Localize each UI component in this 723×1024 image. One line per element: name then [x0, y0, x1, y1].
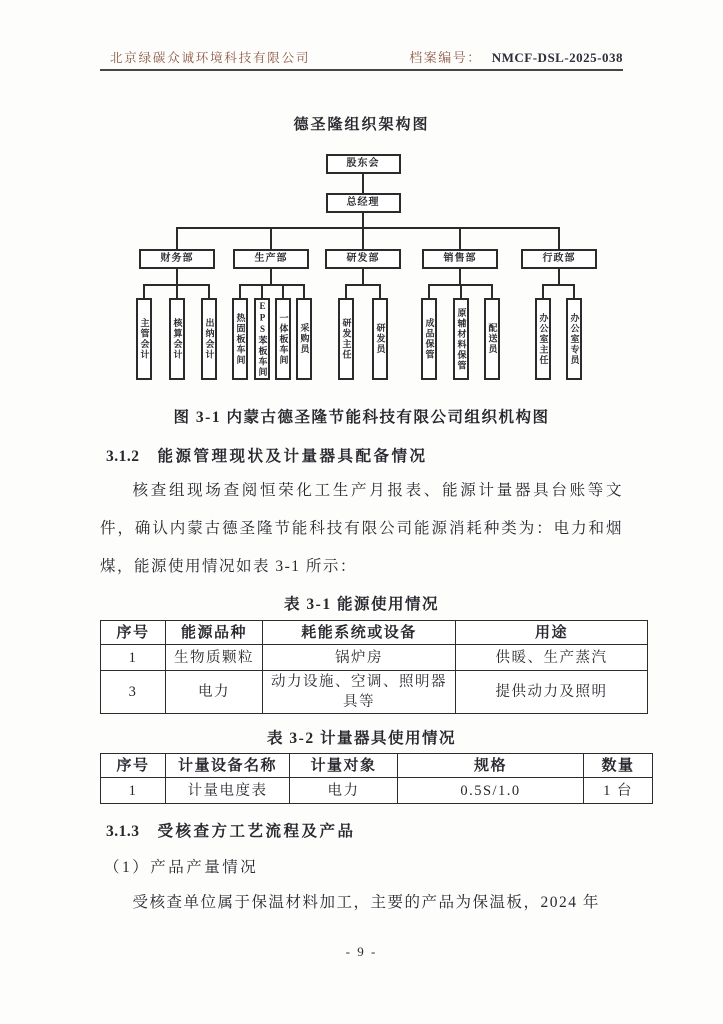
- org-node-dept: 行政部: [521, 249, 597, 269]
- table-header-cell: 耗能系统或设备: [263, 621, 456, 645]
- org-connector: [491, 284, 493, 298]
- table-cell: 0.5S/1.0: [398, 778, 584, 804]
- table-cell: 3: [101, 671, 166, 714]
- table-header-cell: 规格: [398, 754, 584, 778]
- org-connector: [558, 227, 560, 249]
- table-3-2: [100, 753, 653, 804]
- org-chart-title: 德圣隆组织架构图: [293, 117, 430, 133]
- org-connector: [379, 284, 381, 298]
- org-chart: [100, 146, 623, 391]
- table-header-cell: 用途: [456, 621, 648, 645]
- table-3-1-title: 表 3-1 能源使用情况: [284, 596, 439, 613]
- org-node-leaf: 研发员: [372, 298, 388, 380]
- table-cell: 提供动力及照明: [456, 671, 648, 714]
- figure-caption: 图 3-1 内蒙古德圣隆节能科技有限公司组织机构图: [173, 409, 550, 426]
- table-cell: 1: [101, 778, 166, 804]
- table-cell: 计量电度表: [166, 778, 290, 804]
- org-connector: [558, 269, 560, 284]
- table-3-2-title: 表 3-2 计量器具使用情况: [267, 730, 456, 747]
- body-paragraph-1: 核查组现场查阅恒荣化工生产月报表、能源计量器具台账等文件，确认内蒙古德圣隆节能科技有限公司能源消耗种类为：电力和烟煤，能源使用情况如表 3-1 所示：: [100, 482, 623, 575]
- header-company-name: 北京绿碳众诚环境科技有限公司: [110, 51, 311, 65]
- org-connector: [177, 227, 559, 229]
- section-title: 能源管理现状及计量器具配备情况: [157, 448, 428, 465]
- archive-number-label: 档案编号：: [409, 50, 482, 65]
- archive-number-value: NMCF-DSL-2025-038: [491, 50, 623, 65]
- table-cell: 1: [101, 645, 166, 671]
- org-connector: [345, 284, 347, 298]
- org-node-leaf: 采购员: [296, 298, 312, 380]
- org-node-leaf: 成品保管: [421, 298, 437, 380]
- table-cell: 锅炉房: [263, 645, 456, 671]
- org-connector: [176, 269, 178, 284]
- org-connector: [303, 284, 305, 298]
- org-connector: [143, 284, 145, 298]
- table-row: [101, 778, 653, 804]
- org-node-root: 股东会: [326, 154, 401, 174]
- header-rule: [100, 69, 623, 71]
- org-connector: [362, 227, 364, 249]
- org-connector: [270, 269, 272, 284]
- org-node-leaf: 出纳会计: [201, 298, 217, 380]
- section-number: 3.1.3: [106, 823, 140, 840]
- table-cell: 供暖、生产蒸汽: [456, 645, 648, 671]
- table-cell: 1 台: [584, 778, 653, 804]
- org-node-leaf: 热固板车间: [232, 298, 248, 380]
- table-cell: 电力: [290, 778, 398, 804]
- table-3-2-body: [101, 754, 653, 804]
- org-connector: [573, 284, 575, 298]
- org-node-leaf: 一体板车间: [275, 298, 291, 380]
- org-node-leaf: 配送员: [484, 298, 500, 380]
- org-connector: [543, 284, 574, 286]
- table-header-cell: 数量: [584, 754, 653, 778]
- org-connector: [176, 284, 178, 298]
- org-connector: [460, 284, 462, 298]
- org-node-leaf: EPS苯板车间: [254, 298, 270, 380]
- org-connector: [346, 284, 380, 286]
- org-connector: [282, 284, 284, 298]
- org-connector: [261, 284, 263, 298]
- org-connector: [362, 174, 364, 193]
- table-header-cell: 序号: [101, 754, 166, 778]
- org-connector: [270, 227, 272, 249]
- org-connector: [240, 284, 304, 286]
- org-node-leaf: 研发主任: [338, 298, 354, 380]
- org-node-dept: 销售部: [422, 249, 498, 269]
- section-heading-313: [106, 819, 356, 841]
- body-paragraph-2: 受核查单位属于保温材料加工，主要的产品为保温板，2024 年: [132, 894, 600, 911]
- table-cell: 生物质颗粒: [166, 645, 263, 671]
- table-header-cell: 计量对象: [290, 754, 398, 778]
- org-connector: [362, 269, 364, 284]
- list-item-1: （1）产品产量情况: [104, 859, 259, 876]
- org-node-dept: 财务部: [139, 249, 215, 269]
- table-header-cell: 序号: [101, 621, 166, 645]
- table-header-row: [101, 754, 653, 778]
- org-node-dept: 研发部: [325, 249, 401, 269]
- table-row: [101, 645, 648, 671]
- section-number: 3.1.2: [106, 448, 140, 465]
- table-cell: 动力设施、空调、照明器具等: [263, 671, 456, 714]
- org-node-leaf: 核算会计: [169, 298, 185, 380]
- table-3-1-body: [101, 621, 648, 714]
- table-header-cell: 计量设备名称: [166, 754, 290, 778]
- org-node-leaf: 原辅材料保管: [453, 298, 469, 380]
- org-node-dept: 生产部: [233, 249, 309, 269]
- table-row: [101, 671, 648, 714]
- org-connector: [542, 284, 544, 298]
- table-header-row: [101, 621, 648, 645]
- table-cell: 电力: [166, 671, 263, 714]
- org-connector: [208, 284, 210, 298]
- org-connector: [459, 227, 461, 249]
- table-3-1: [100, 620, 648, 714]
- header-archive: [409, 47, 623, 66]
- page-number: - 9 -: [345, 944, 378, 959]
- table-header-cell: 能源品种: [166, 621, 263, 645]
- org-connector: [239, 284, 241, 298]
- section-heading-312: [106, 444, 428, 466]
- org-connector: [176, 227, 178, 249]
- org-node-leaf: 办公室主任: [535, 298, 551, 380]
- org-connector: [428, 284, 430, 298]
- org-node-manager: 总经理: [326, 193, 401, 213]
- section-title: 受核查方工艺流程及产品: [157, 823, 356, 840]
- org-connector: [362, 213, 364, 227]
- org-connector: [459, 269, 461, 284]
- org-node-leaf: 办公室专员: [566, 298, 582, 380]
- org-node-leaf: 主管会计: [136, 298, 152, 380]
